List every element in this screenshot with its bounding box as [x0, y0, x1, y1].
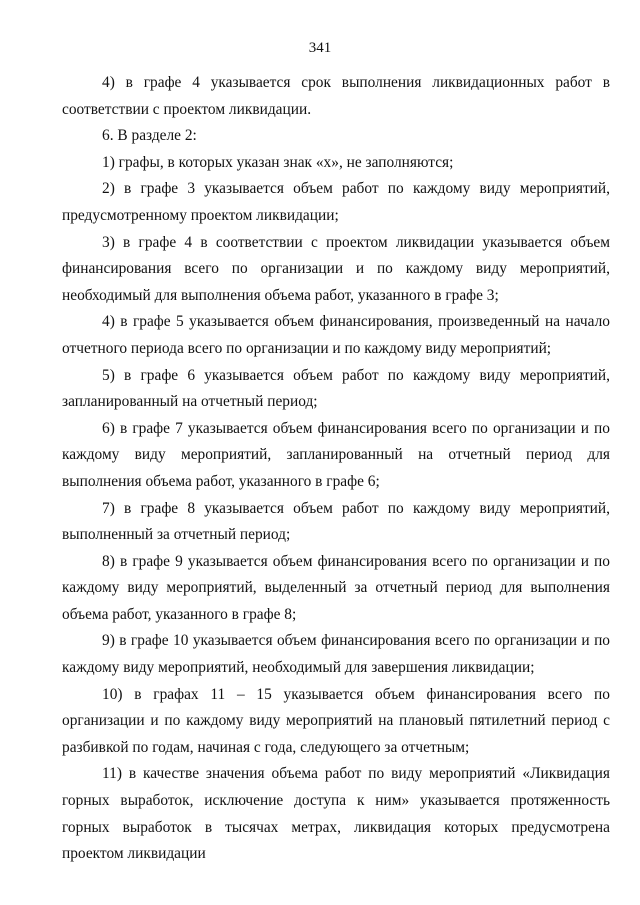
paragraph-item-8: 8) в графе 9 указывается объем финансирования всего по организации и по каждому виду мероприятий, выделенный за отчетный период для выполнения объема работ, указанного в графе 8;: [62, 552, 610, 623]
paragraph-item-6: 6) в графе 7 указывается объем финансирования всего по организации и по каждому виду мероприятий, запланированный на отчетный период для выполнения объема работ, указанного в графе 6;: [62, 419, 610, 490]
paragraph-item-3: 3) в графе 4 в соответствии с проектом ликвидации указывается объем финансирования всего по организации и по каждому виду мероприятий, необходимый для выполнения объема работ, указанного в графе 3;: [62, 233, 610, 304]
document-body: [62, 70, 610, 868]
paragraph-item-4: 4) в графе 5 указывается объем финансирования, произведенный на начало отчетного периода всего по организации и по каждому виду мероприятий;: [62, 313, 610, 357]
paragraph-item-11: 11) в качестве значения объема работ по виду мероприятий «Ликвидация горных выработок, исключение доступа к ним» указывается протяженность горных выработок в тысячах метрах, ликвидация которых предусмотрена проектом ликвидации: [62, 765, 610, 863]
paragraph-item-10: 10) в графах 11 – 15 указывается объем финансирования всего по организации и по каждому виду мероприятий на плановый пятилетний период с разбивкой по годам, начиная с года, следующего за отчетным;: [62, 685, 610, 756]
paragraph-item-9: 9) в графе 10 указывается объем финансирования всего по организации и по каждому виду мероприятий, необходимый для завершения ликвидации;: [62, 632, 610, 677]
paragraph-item-1: 1) графы, в которых указан знак «х», не заполняются;: [102, 153, 454, 171]
page-number: 341: [308, 40, 332, 56]
paragraph-item-7: 7) в графе 8 указывается объем работ по каждому виду мероприятий, выполненный за отчетный период;: [62, 499, 610, 544]
paragraph-item-4-graph-4: 4) в графе 4 указывается срок выполнения ликвидационных работ в соответствии с проектом ликвидации.: [62, 74, 610, 118]
paragraph-item-5: 5) в графе 6 указывается объем работ по каждому виду мероприятий, запланированный на отчетный период;: [62, 366, 610, 411]
paragraph-section-6-heading: 6. В разделе 2:: [102, 127, 197, 145]
paragraph-item-2: 2) в графе 3 указывается объем работ по каждому виду мероприятий, предусмотренному проектом ликвидации;: [62, 180, 610, 224]
